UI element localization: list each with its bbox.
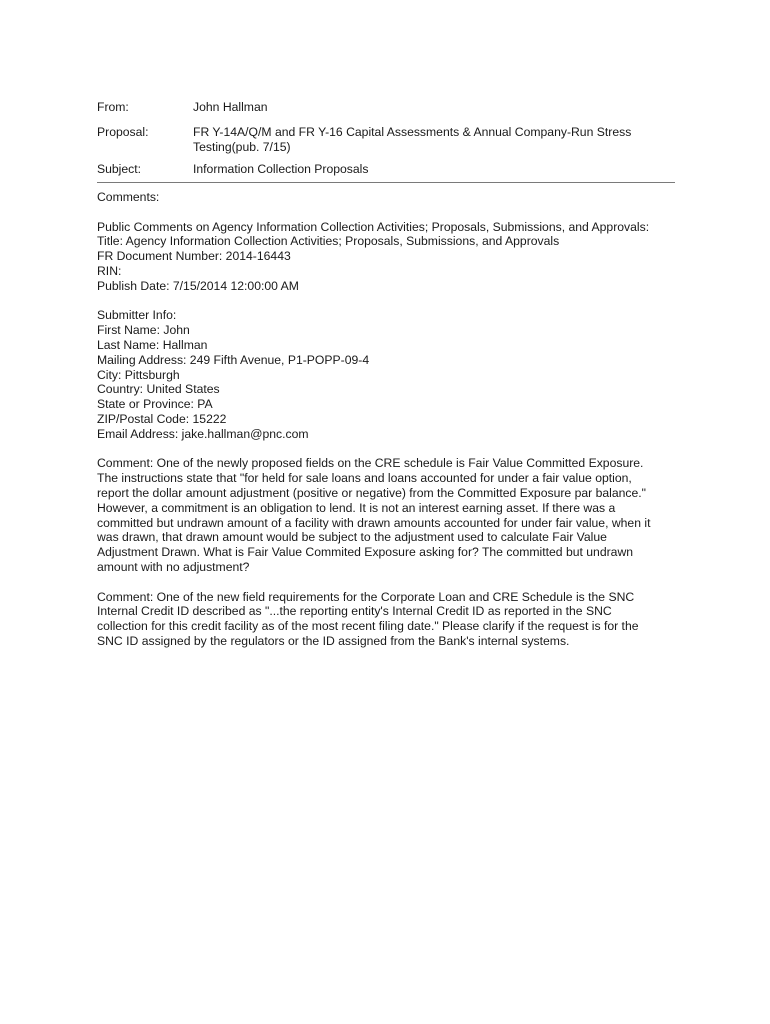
comment-1-line: was drawn, that drawn amount would be subject to the adjustment used to calculate Fair Value [97, 530, 607, 545]
subject-value: Information Collection Proposals [193, 162, 369, 177]
header-block [97, 100, 675, 185]
comment-paragraph-1 [97, 456, 675, 574]
submitter-country: Country: United States [97, 382, 220, 397]
from-value: John Hallman [193, 100, 268, 114]
comments-body [97, 190, 675, 664]
comment-2-line: Comment: One of the new field requirements for the Corporate Loan and CRE Schedule is the SNC [97, 589, 635, 604]
proposal-label: Proposal: [97, 124, 149, 139]
submitter-heading: Submitter Info: [97, 308, 177, 323]
rin: RIN: [97, 263, 122, 278]
subject-row [97, 162, 675, 177]
comment-1-line: committed but undrawn amount of a facility with drawn amounts accounted for under fair value, when it [97, 515, 651, 530]
submitter-last-name: Last Name: Hallman [97, 337, 208, 352]
header-divider [97, 182, 675, 183]
comment-1-line: Comment: One of the newly proposed fields on the CRE schedule is Fair Value Committed Exposure. [97, 456, 644, 471]
submitter-state: State or Province: PA [97, 397, 213, 412]
submitter-mailing-address: Mailing Address: 249 Fifth Avenue, P1-POPP-09-4 [97, 352, 370, 367]
comments-heading: Comments: [97, 190, 160, 204]
subject-label: Subject: [97, 162, 142, 177]
document-info-line: Public Comments on Agency Information Collection Activities; Proposals, Submissions, and Approvals: [97, 219, 650, 234]
comment-1-line: report the dollar amount adjustment (positive or negative) from the Committed Exposure par balance." [97, 485, 646, 500]
comment-1-line: However, a commitment is an obligation to lend. It is not an interest earning asset. If there was a [97, 500, 616, 515]
publish-date: Publish Date: 7/15/2014 12:00:00 AM [97, 278, 299, 293]
from-row [97, 100, 675, 115]
comment-2-line: collection for this credit facility as of the most recent filing date." Please clarify if the request is for the [97, 619, 639, 634]
submitter-zip: ZIP/Postal Code: 15222 [97, 411, 227, 426]
proposal-value: FR Y-14A/Q/M and FR Y-16 Capital Assessments & Annual Company-Run Stress Testing(pub. 7/15) [193, 124, 632, 154]
proposal-row [97, 125, 675, 155]
comment-1-line: The instructions state that "for held for sale loans and loans accounted for under a fair value option, [97, 471, 632, 486]
submitter-info [97, 308, 675, 441]
submitter-first-name: First Name: John [97, 323, 190, 338]
comment-1-line: Adjustment Drawn. What is Fair Value Commited Exposure asking for? The committed but undrawn [97, 545, 634, 560]
comment-2-line: Internal Credit ID described as "...the reporting entity's Internal Credit ID as reported in the SNC [97, 604, 612, 619]
submitter-email: Email Address: jake.hallman@pnc.com [97, 426, 309, 441]
document-title: Title: Agency Information Collection Activities; Proposals, Submissions, and Approvals [97, 234, 560, 249]
from-label: From: [97, 100, 129, 114]
comment-2-line: SNC ID assigned by the regulators or the ID assigned from the Bank's internal systems. [97, 633, 570, 648]
fr-document-number: FR Document Number: 2014-16443 [97, 249, 291, 264]
comment-1-line: amount with no adjustment? [97, 559, 250, 574]
submitter-city: City: Pittsburgh [97, 367, 180, 382]
comment-paragraph-2 [97, 590, 675, 649]
document-info [97, 220, 675, 294]
